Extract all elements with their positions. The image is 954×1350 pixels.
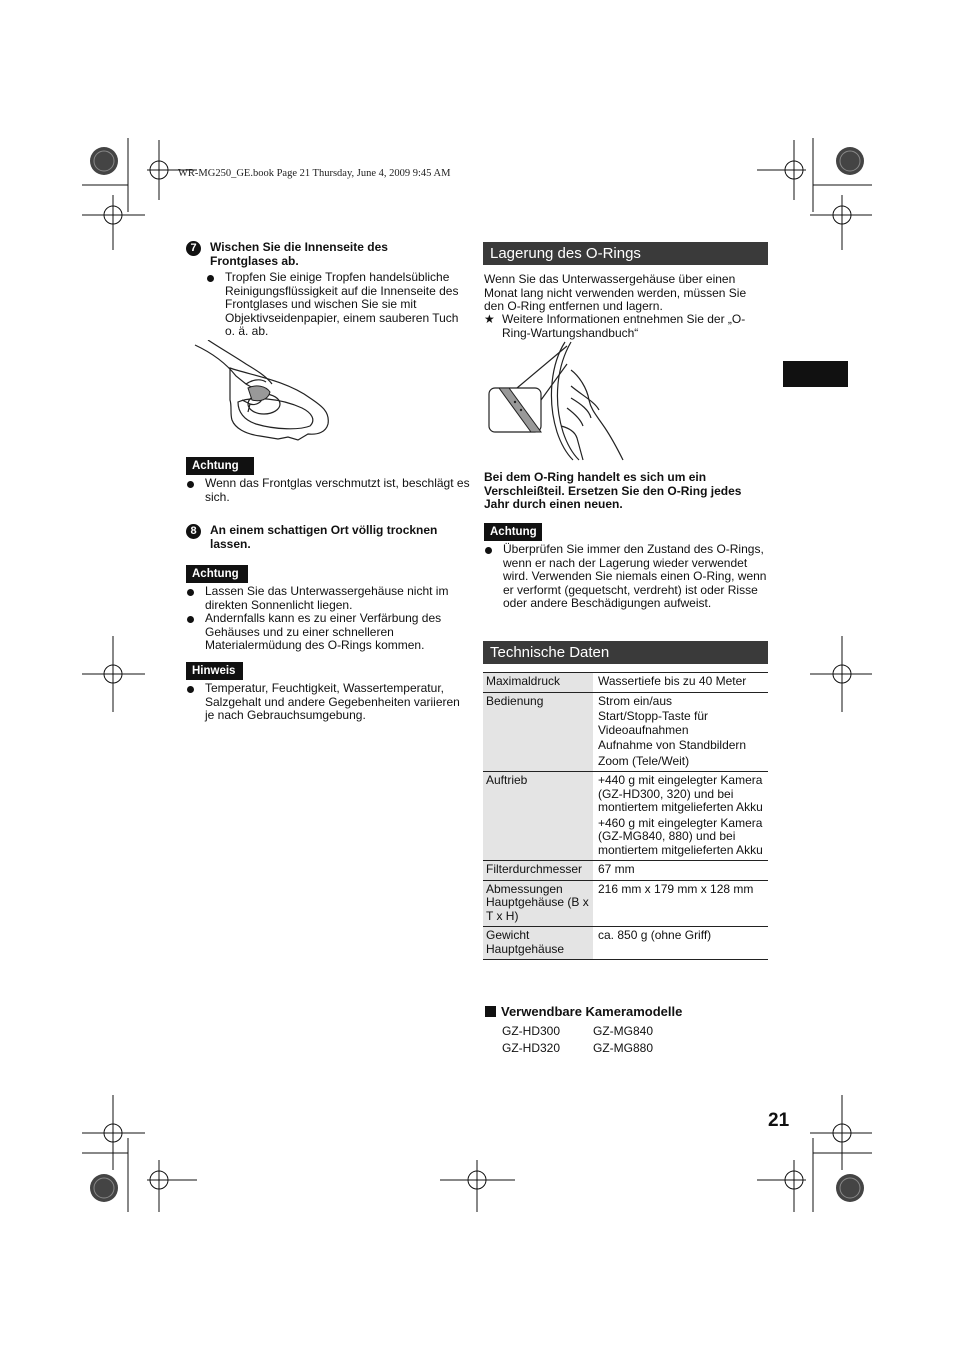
table-row xyxy=(483,927,768,960)
achtung-bullets xyxy=(484,543,768,611)
models-list xyxy=(502,1023,684,1056)
oring-warning: Bei dem O-Ring handelt es sich um ein Verschleißteil. Ersetzen Sie den O-Ring jedes Jahr durch einen neuen. xyxy=(484,470,742,511)
achtung-bullets xyxy=(186,585,470,653)
print-header: WR-MG250_GE.book Page 21 Thursday, June 4, 2009 9:45 AM xyxy=(178,168,451,179)
spec-value xyxy=(593,880,768,927)
table-row xyxy=(483,772,768,861)
step-number: 8 xyxy=(186,524,201,539)
list-item xyxy=(502,1040,684,1057)
achtung-bullets xyxy=(186,477,470,504)
table-row xyxy=(483,861,768,881)
page-number: 21 xyxy=(768,1110,790,1131)
section-heading-oring: Lagerung des O-Rings xyxy=(483,242,768,265)
spec-table xyxy=(483,672,768,960)
model-name: GZ-HD300 xyxy=(502,1024,561,1038)
model-name: GZ-MG840 xyxy=(593,1024,654,1038)
list-item xyxy=(502,1023,684,1040)
oring-intro: Wenn Sie das Unterwassergehäuse über einen Monat lang nicht verwenden werden, müssen Sie den O-Ring entfernen und lagern. xyxy=(484,272,747,313)
step-title: Wischen Sie die Innenseite des Frontglases ab. xyxy=(210,240,388,268)
square-bullet-icon xyxy=(485,1006,496,1017)
spec-key: Gewicht Hauptgehäuse xyxy=(483,927,593,960)
hinweis-bullets xyxy=(186,682,470,723)
spec-key: Filterdurchmesser xyxy=(483,861,593,881)
chapter-tab xyxy=(783,361,848,387)
table-row xyxy=(483,692,768,772)
step-7-bullets xyxy=(206,271,468,339)
spec-value-line: Wassertiefe bis zu 40 Meter xyxy=(598,674,747,688)
spec-value-line: Start/Stopp-Taste für Videoaufnahmen xyxy=(598,709,709,737)
achtung-label: Achtung xyxy=(186,457,254,475)
spec-value xyxy=(593,692,768,772)
spec-key: Abmessungen Hauptgehäuse (B x T x H) xyxy=(483,880,593,927)
step-title: An einem schattigen Ort völlig trocknen lassen. xyxy=(210,523,438,551)
spec-value-line: 67 mm xyxy=(598,862,635,876)
table-row xyxy=(483,673,768,693)
spec-value xyxy=(593,673,768,693)
note-text: Weitere Informationen entnehmen Sie der „O-Ring-Wartungshandbuch“ xyxy=(502,312,746,340)
star-icon: ★ xyxy=(484,312,495,326)
table-row xyxy=(483,880,768,927)
list-item: Lassen Sie das Unterwassergehäuse nicht im direkten Sonnenlicht liegen. xyxy=(186,585,470,612)
model-name: GZ-MG880 xyxy=(593,1040,654,1055)
list-item: Wenn das Frontglas verschmutzt ist, beschlägt es sich. xyxy=(186,477,470,504)
list-item: Andernfalls kann es zu einer Verfärbung des Gehäuses und zu einer schnelleren Materialermüdung des O-Rings kommen. xyxy=(186,612,470,653)
list-item: Tropfen Sie einige Tropfen handelsübliche Reinigungsflüssigkeit auf die Innenseite des Frontglases und wischen Sie sie mit Objektivseidenpapier, einem sauberen Tuch o. ä. ab. xyxy=(206,271,468,339)
models-heading xyxy=(485,1004,682,1019)
spec-value xyxy=(593,861,768,881)
step-7 xyxy=(186,240,466,270)
model-name: GZ-HD320 xyxy=(502,1040,561,1055)
spec-key: Auftrieb xyxy=(483,772,593,861)
spec-value-line: +460 g mit eingelegter Kamera (GZ-MG840, 880) und bei montiertem mitgelieferten Akku xyxy=(598,815,763,857)
spec-key: Bedienung xyxy=(483,692,593,772)
spec-value xyxy=(593,927,768,960)
list-item: Überprüfen Sie immer den Zustand des O-Rings, wenn er nach der Lagerung wieder verwendet wird. Verwenden Sie niemals einen O-Ring, wenn er verformt (gequetscht, verdreht) ist oder Risse oder andere Beschädigungen aufweist. xyxy=(484,543,768,611)
spec-value xyxy=(593,772,768,861)
spec-value-line: 216 mm x 179 mm x 128 mm xyxy=(598,881,754,896)
cleaning-illustration xyxy=(190,340,335,445)
step-number: 7 xyxy=(186,241,201,256)
oring-note xyxy=(484,313,768,340)
spec-value-line: Aufnahme von Standbildern xyxy=(598,738,747,752)
hinweis-label: Hinweis xyxy=(186,662,243,680)
spec-value-line: Zoom (Tele/Weit) xyxy=(598,753,690,768)
spec-value-line: +440 g mit eingelegter Kamera (GZ-HD300, 320) und bei montiertem mitgelieferten Akku xyxy=(598,773,763,814)
spec-value-line: ca. 850 g (ohne Griff) xyxy=(598,928,712,942)
spec-value-line: Strom ein/aus xyxy=(598,693,673,708)
models-heading-text: Verwendbare Kameramodelle xyxy=(501,1004,683,1019)
step-8 xyxy=(186,523,466,553)
achtung-label: Achtung xyxy=(186,565,248,583)
achtung-label: Achtung xyxy=(484,523,542,541)
section-heading-tech: Technische Daten xyxy=(483,641,768,664)
spec-key: Maximaldruck xyxy=(483,673,593,693)
list-item: Temperatur, Feuchtigkeit, Wassertemperatur, Salzgehalt und andere Gegebenheiten variieren je nach Gebrauchsumgebung. xyxy=(186,682,470,723)
oring-illustration xyxy=(487,340,627,462)
